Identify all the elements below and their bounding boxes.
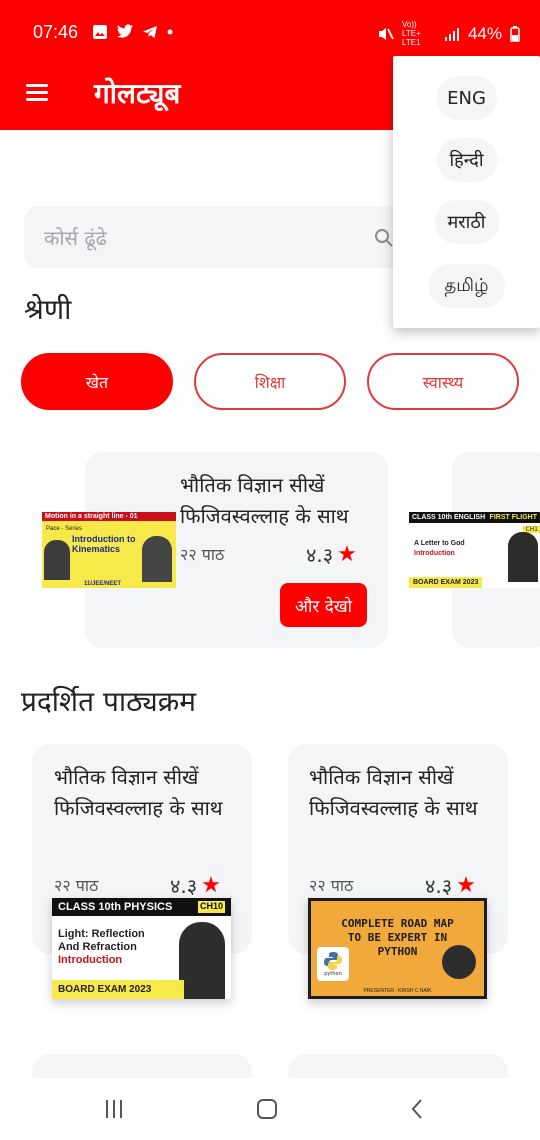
see-more-button[interactable]: और देखो bbox=[280, 583, 367, 627]
thumb-text: Introduction to bbox=[72, 534, 136, 544]
language-option-tamil[interactable]: தமிழ் bbox=[429, 264, 505, 308]
lesson-count: २२ पाठ bbox=[54, 876, 99, 895]
thumb-text: CLASS 10th PHYSICS bbox=[58, 901, 173, 913]
featured-courses-heading: प्रदर्शित पाठ्यक्रम bbox=[21, 685, 196, 718]
home-icon[interactable] bbox=[257, 1099, 277, 1119]
search-input[interactable] bbox=[24, 206, 404, 268]
thumb-text: Kinematics bbox=[72, 544, 121, 554]
star-icon: ★ bbox=[201, 873, 221, 898]
language-option-eng[interactable]: ENG bbox=[437, 76, 497, 120]
python-logo bbox=[317, 947, 349, 981]
star-icon: ★ bbox=[337, 542, 357, 567]
app-title: गोलट्यूब bbox=[94, 77, 181, 110]
battery-percent: 44% bbox=[467, 23, 502, 43]
language-menu bbox=[393, 56, 540, 328]
python-icon bbox=[323, 951, 343, 971]
notification-icons bbox=[92, 24, 174, 40]
presenter-silhouette bbox=[508, 532, 538, 582]
presenter-silhouette bbox=[44, 540, 70, 580]
thumb-text: Introduction bbox=[58, 954, 123, 966]
language-option-hindi[interactable]: हिन्दी bbox=[437, 138, 497, 182]
rating bbox=[425, 872, 476, 899]
language-option-marathi[interactable]: मराठी bbox=[435, 200, 499, 244]
status-right bbox=[376, 20, 520, 47]
search-placeholder: कोर्स ढूंढे bbox=[44, 226, 107, 250]
mute-icon bbox=[376, 25, 394, 43]
twitter-icon bbox=[116, 24, 134, 40]
signal-icon bbox=[444, 27, 460, 41]
hamburger-icon[interactable] bbox=[26, 84, 48, 102]
thumb-text: BOARD EXAM 2023 bbox=[409, 577, 482, 588]
featured-course-title: भौतिक विज्ञान सीखें फिजिवस्वल्लाह के साथ bbox=[180, 473, 349, 528]
dot-icon bbox=[166, 28, 174, 36]
thumb-text: 11/JEE/NEET bbox=[84, 581, 122, 587]
rating-value: ४.३ bbox=[170, 874, 198, 898]
category-heading: श्रेणी bbox=[24, 293, 72, 326]
course-title: भौतिक विज्ञान सीखें फिजिवस्वल्लाह के साथ bbox=[54, 765, 223, 820]
presenter-avatar bbox=[442, 945, 476, 979]
back-icon[interactable] bbox=[410, 1098, 424, 1120]
thumb-text: And Refraction bbox=[58, 941, 137, 953]
thumb-text: Pace - Series bbox=[46, 526, 83, 532]
category-chip-farm[interactable]: खेत bbox=[21, 353, 173, 410]
thumb-text: python bbox=[324, 971, 342, 977]
course-thumbnail bbox=[42, 512, 176, 588]
thumb-text: CLASS 10th ENGLISH bbox=[412, 514, 486, 521]
thumb-text: BOARD EXAM 2023 bbox=[52, 980, 184, 999]
status-time: 07:46 bbox=[33, 22, 79, 42]
search-icon[interactable] bbox=[374, 228, 394, 248]
thumb-text: Motion in a straight line - 01 bbox=[42, 512, 176, 521]
thumb-text: Introduction bbox=[414, 550, 455, 557]
course-thumbnail bbox=[308, 898, 487, 999]
telegram-icon bbox=[142, 24, 158, 40]
thumb-text: CH10 bbox=[199, 901, 223, 911]
lesson-count: २२ पाठ bbox=[180, 545, 225, 564]
thumb-text: COMPLETE ROAD MAP bbox=[341, 917, 454, 930]
course-thumbnail bbox=[52, 898, 231, 999]
course-title: भौतिक विज्ञान सीखें फिजिवस्वल्लाह के साथ bbox=[309, 765, 478, 820]
thumb-text: A Letter to God bbox=[414, 540, 465, 547]
presenter-silhouette bbox=[179, 922, 225, 999]
rating-value: ४.३ bbox=[306, 543, 334, 567]
thumb-text: PRESENTER : KRISH C NAIK bbox=[363, 988, 432, 994]
rating-value: ४.३ bbox=[425, 874, 453, 898]
battery-icon bbox=[510, 26, 520, 42]
network-label: Vo)) LTE+ LTE1 bbox=[401, 20, 421, 47]
course-thumbnail-next bbox=[409, 512, 540, 588]
category-chip-health[interactable]: स्वास्थ्य bbox=[367, 353, 519, 410]
gallery-icon bbox=[92, 24, 108, 40]
thumb-text: TO BE EXPERT IN bbox=[347, 931, 448, 944]
star-icon: ★ bbox=[456, 873, 476, 898]
thumb-text: CH1 bbox=[525, 526, 538, 533]
rating bbox=[170, 872, 221, 899]
presenter-silhouette bbox=[142, 536, 172, 582]
category-chip-education[interactable]: शिक्षा bbox=[194, 353, 346, 410]
recents-icon[interactable] bbox=[106, 1100, 122, 1118]
thumb-text: PYTHON bbox=[377, 945, 418, 958]
system-nav-bar bbox=[0, 1078, 540, 1140]
rating bbox=[306, 541, 357, 568]
thumb-text: FIRST FLIGHT bbox=[489, 514, 537, 521]
lesson-count: २२ पाठ bbox=[309, 876, 354, 895]
thumb-text: Light: Reflection bbox=[58, 928, 145, 940]
